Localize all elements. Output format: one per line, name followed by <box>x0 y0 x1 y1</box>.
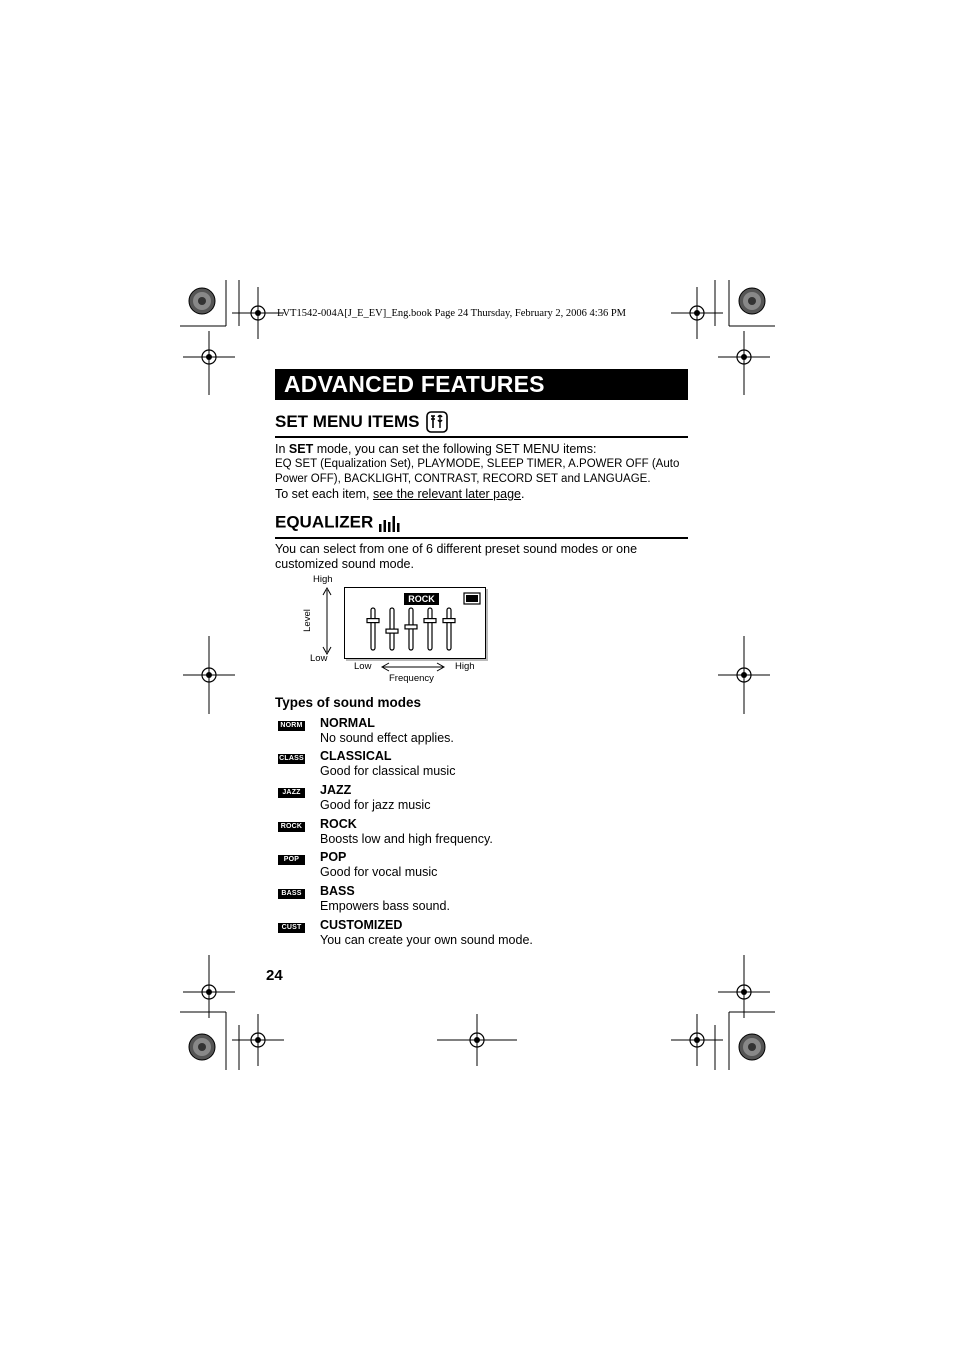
eq-slider-knob <box>443 619 455 623</box>
mode-badge: JAZZ <box>278 788 305 798</box>
mode-row-customized <box>275 918 675 952</box>
types-title: Types of sound modes <box>275 695 422 710</box>
player-screen <box>344 587 486 659</box>
mode-name: CUSTOMIZED <box>320 918 403 932</box>
intro-pre: In <box>275 442 289 456</box>
set-menu-to-set <box>275 487 695 502</box>
mode-name: BASS <box>320 884 355 898</box>
mode-desc: Good for vocal music <box>320 865 438 879</box>
equalizer-bars-icon <box>378 514 402 532</box>
eq-slider-knob <box>405 625 417 629</box>
color-target-top-left <box>189 288 215 314</box>
eq-slider-knob <box>386 629 398 633</box>
set-tools-icon <box>426 411 448 433</box>
mode-name: NORMAL <box>320 716 375 730</box>
mode-name: CLASSICAL <box>320 749 392 763</box>
eq-slider-track <box>447 608 451 650</box>
set-menu-heading-text: SET MENU ITEMS <box>275 412 420 431</box>
mode-badge: CLASS <box>279 755 304 762</box>
mode-name: ROCK <box>320 817 357 831</box>
mode-badge: BASS <box>278 889 305 899</box>
later-page-link[interactable]: see the relevant later page <box>372 487 521 501</box>
print-header-line: LVT1542-004A[J_E_EV]_Eng.book Page 24 Thursday, February 2, 2006 4:36 PM <box>277 308 626 319</box>
set-menu-body <box>275 442 695 502</box>
equalizer-description <box>275 542 695 572</box>
color-target-bottom-right <box>739 1034 765 1060</box>
mode-desc: Good for jazz music <box>320 798 431 812</box>
equalizer-sliders <box>363 606 463 654</box>
equalizer-heading <box>275 512 688 539</box>
page-number: 24 <box>266 967 283 984</box>
battery-icon <box>463 592 481 605</box>
level-axis-label: Level <box>301 609 313 632</box>
set-menu-items-line2: Power OFF), BACKLIGHT, CONTRAST, RECORD SET and LANGUAGE. <box>275 473 651 485</box>
eq-slider-knob <box>367 619 379 623</box>
mode-row-jazz <box>275 783 675 817</box>
frequency-axis-label: Frequency <box>389 673 434 684</box>
mode-badge: CUST <box>278 923 305 933</box>
equalizer-heading-text: EQUALIZER <box>275 512 374 532</box>
mode-desc: Good for classical music <box>320 764 456 778</box>
set-menu-intro <box>275 442 695 457</box>
mode-row-pop <box>275 850 675 884</box>
intro-bold: SET <box>288 442 314 456</box>
frequency-high-label: High <box>455 661 475 672</box>
mode-desc: Empowers bass sound. <box>320 899 450 913</box>
mode-desc: You can create your own sound mode. <box>320 933 533 947</box>
mode-name: JAZZ <box>320 783 352 797</box>
frequency-arrow <box>380 660 446 674</box>
level-high-label: High <box>313 574 333 585</box>
to-set-pre: To set each item, <box>275 487 373 501</box>
mode-desc: Boosts low and high frequency. <box>320 832 493 846</box>
intro-post: mode, you can set the following SET MENU items: <box>313 442 597 456</box>
color-target-bottom-left <box>189 1034 215 1060</box>
mode-badge: POP <box>278 855 305 865</box>
to-set-post: . <box>521 487 525 501</box>
eq-slider-knob <box>424 619 436 623</box>
section-banner: ADVANCED FEATURES <box>275 369 688 400</box>
equalizer-desc-line2: customized sound mode. <box>275 557 414 571</box>
mode-badge: ROCK <box>278 822 305 832</box>
eq-slider-track <box>428 608 432 650</box>
mode-name: POP <box>320 850 347 864</box>
level-low-label: Low <box>310 653 328 664</box>
mode-desc: No sound effect applies. <box>320 731 454 745</box>
screen-mode-badge: ROCK <box>404 593 439 605</box>
set-menu-items-line1: EQ SET (Equalization Set), PLAYMODE, SLEEP TIMER, A.POWER OFF (Auto <box>275 458 680 470</box>
eq-slider-track <box>371 608 375 650</box>
mode-row-normal <box>275 716 675 750</box>
color-target-top-right <box>739 288 765 314</box>
mode-row-bass <box>275 884 675 918</box>
equalizer-desc-line1: You can select from one of 6 different preset sound modes or one <box>275 542 638 556</box>
mode-badge: NORM <box>278 721 305 731</box>
frequency-low-label: Low <box>354 661 372 672</box>
mode-row-rock <box>275 817 675 851</box>
set-menu-heading <box>275 411 688 438</box>
mode-row-classical <box>275 749 675 783</box>
level-arrow <box>320 586 334 656</box>
